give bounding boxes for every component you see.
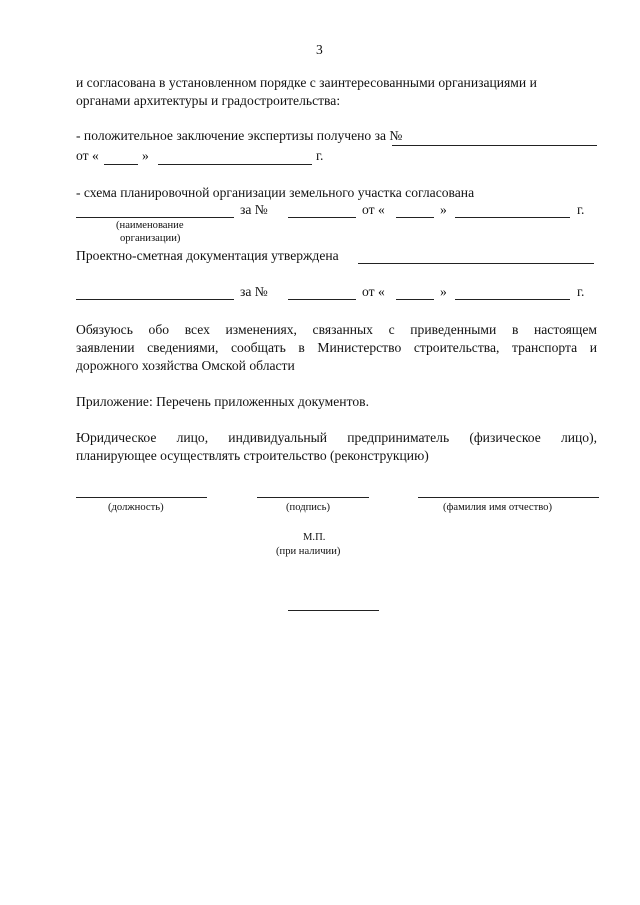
project-docs-organization-line <box>76 299 234 300</box>
attachment-text: Приложение: Перечень приложенных документов. <box>76 394 369 409</box>
applicant-line-2: планирующее осуществлять строительство (реконструкцию) <box>76 448 429 463</box>
scheme-organization-line <box>76 217 234 218</box>
page-number: 3 <box>316 42 323 57</box>
expertise-from-close: » <box>142 148 149 163</box>
project-docs-from-open: от « <box>362 284 385 299</box>
project-docs-number-label: за № <box>240 284 268 299</box>
expertise-year-suffix: г. <box>316 148 324 163</box>
scheme-from-close: » <box>440 202 447 217</box>
project-docs-day-line <box>396 299 434 300</box>
obligation-line-1: Обязуюсь обо всех изменениях, связанных с приведенными в настоящем <box>76 322 597 337</box>
project-docs-month-line <box>455 299 570 300</box>
scheme-from-open: от « <box>362 202 385 217</box>
stamp-label: М.П. <box>303 532 326 543</box>
expertise-number-line <box>392 145 597 146</box>
expertise-day-line <box>104 164 138 165</box>
scheme-org-caption-1: (наименование <box>116 220 184 231</box>
full-name-line <box>418 497 599 498</box>
closing-divider <box>288 610 379 611</box>
project-docs-from-close: » <box>440 284 447 299</box>
signature-caption: (подпись) <box>286 502 330 513</box>
full-name-caption: (фамилия имя отчество) <box>443 502 553 513</box>
position-line <box>76 497 207 498</box>
intro-line-1: и согласована в установленном порядке с заинтересованными организациями и <box>76 75 537 90</box>
scheme-text: - схема планировочной организации земельного участка согласована <box>76 185 475 200</box>
position-caption: (должность) <box>108 502 164 513</box>
project-docs-year-suffix: г. <box>577 284 585 299</box>
intro-line-2: органами архитектуры и градостроительства: <box>76 93 341 108</box>
applicant-line-1: Юридическое лицо, индивидуальный предприниматель (физическое лицо), <box>76 430 597 445</box>
scheme-day-line <box>396 217 434 218</box>
scheme-year-suffix: г. <box>577 202 585 217</box>
signature-line <box>257 497 369 498</box>
expertise-from-open: от « <box>76 148 99 163</box>
expertise-month-line <box>158 164 312 165</box>
scheme-number-label: за № <box>240 202 268 217</box>
scheme-month-line <box>455 217 570 218</box>
obligation-line-2: заявлении сведениями, сообщать в Министерство строительства, транспорта и <box>76 340 597 355</box>
obligation-line-3: дорожного хозяйства Омской области <box>76 358 295 373</box>
project-docs-approval-line <box>358 263 594 264</box>
project-docs-number-line <box>288 299 356 300</box>
expertise-text: - положительное заключение экспертизы получено за № <box>76 128 403 143</box>
stamp-note: (при наличии) <box>276 546 341 557</box>
project-docs-text: Проектно-сметная документация утверждена <box>76 248 339 263</box>
scheme-org-caption-2: организации) <box>120 233 181 244</box>
scheme-number-line <box>288 217 356 218</box>
